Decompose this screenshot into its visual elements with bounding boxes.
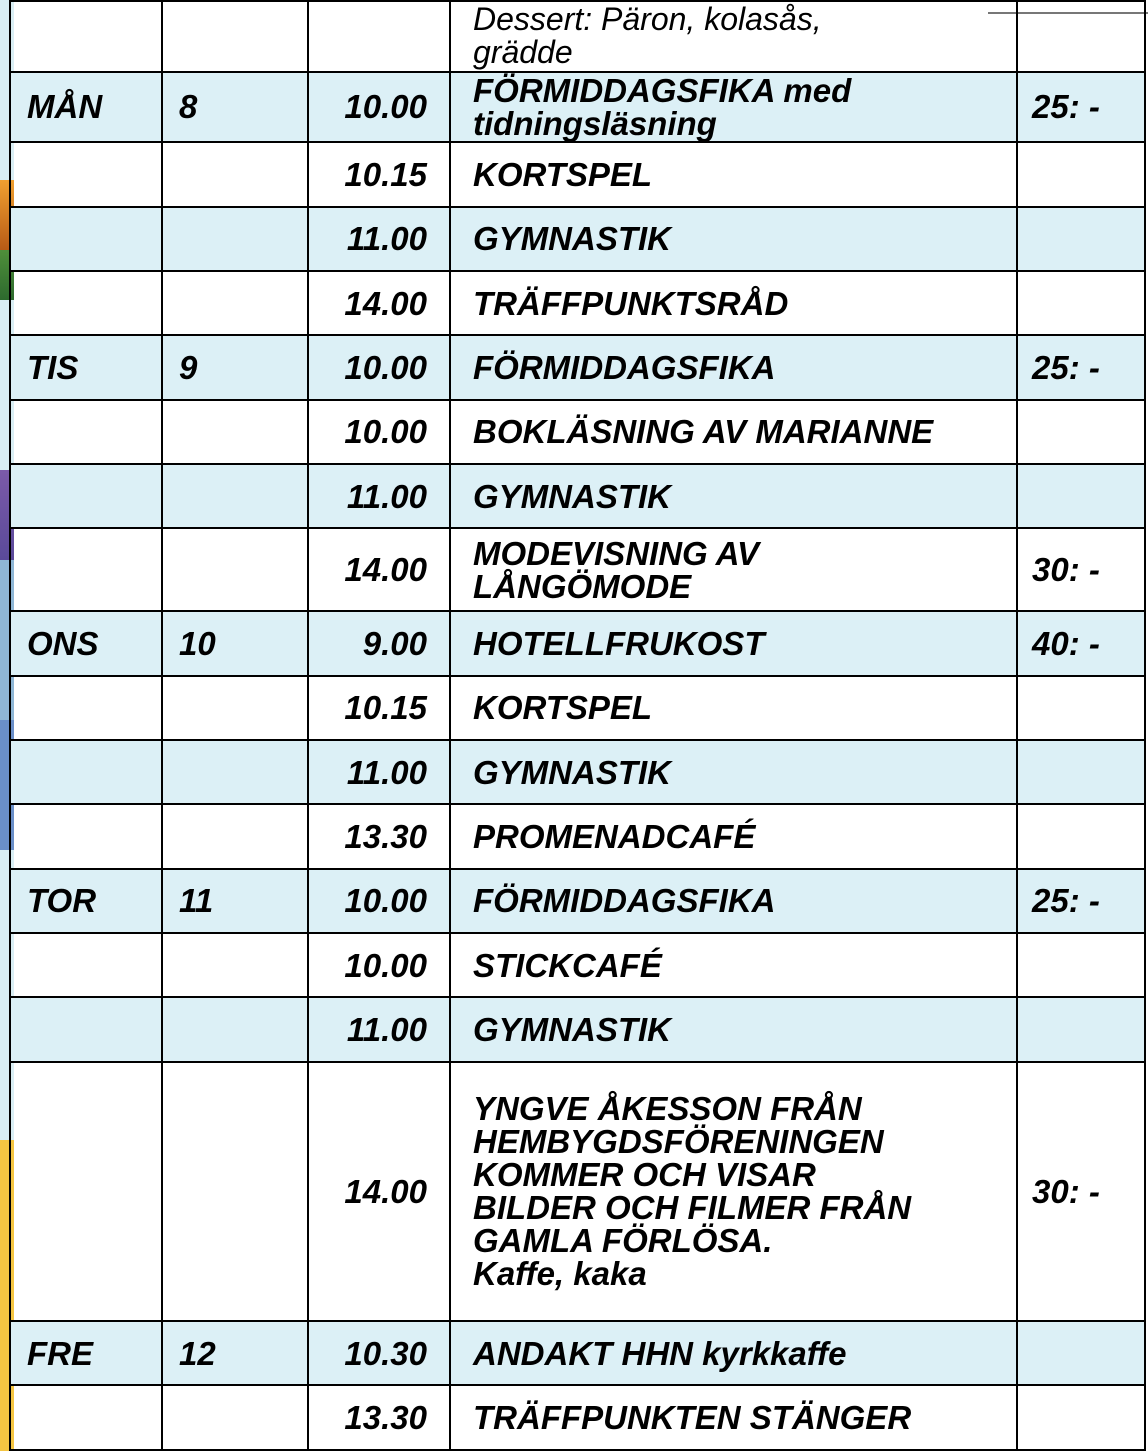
time-cell: 10.00 bbox=[308, 72, 450, 143]
time-cell: 10.00 bbox=[308, 400, 450, 464]
price-cell bbox=[1017, 997, 1145, 1061]
date-cell bbox=[162, 1385, 308, 1450]
day-cell bbox=[10, 1062, 162, 1321]
price-cell: 30: - bbox=[1017, 1062, 1145, 1321]
activity-cell: KORTSPEL bbox=[450, 142, 1017, 206]
price-cell bbox=[1017, 207, 1145, 271]
activity-cell: HOTELLFRUKOST bbox=[450, 611, 1017, 675]
date-cell bbox=[162, 933, 308, 997]
price-cell: 25: - bbox=[1017, 335, 1145, 399]
day-cell: FRE bbox=[10, 1321, 162, 1385]
date-cell bbox=[162, 142, 308, 206]
weekly-activity-schedule bbox=[9, 0, 1146, 1451]
price-cell bbox=[1017, 1385, 1145, 1450]
schedule-row bbox=[10, 72, 1145, 143]
schedule-row bbox=[10, 611, 1145, 675]
time-cell: 13.30 bbox=[308, 804, 450, 868]
activity-cell: GYMNASTIK bbox=[450, 464, 1017, 528]
date-cell bbox=[162, 740, 308, 804]
date-cell bbox=[162, 1062, 308, 1321]
day-cell bbox=[10, 142, 162, 206]
price-cell bbox=[1017, 142, 1145, 206]
date-cell bbox=[162, 997, 308, 1061]
price-cell bbox=[1017, 1321, 1145, 1385]
schedule-row bbox=[10, 271, 1145, 335]
price-cell: 25: - bbox=[1017, 72, 1145, 143]
time-cell: 11.00 bbox=[308, 207, 450, 271]
activity-cell: GYMNASTIK bbox=[450, 207, 1017, 271]
schedule-row bbox=[10, 1062, 1145, 1321]
day-cell bbox=[10, 207, 162, 271]
activity-cell: ANDAKT HHN kyrkkaffe bbox=[450, 1321, 1017, 1385]
price-cell: 30: - bbox=[1017, 528, 1145, 611]
schedule-row bbox=[10, 804, 1145, 868]
price-cell bbox=[1017, 804, 1145, 868]
time-cell: 11.00 bbox=[308, 464, 450, 528]
time-cell bbox=[308, 1, 450, 72]
day-cell bbox=[10, 464, 162, 528]
day-cell bbox=[10, 676, 162, 740]
activity-cell: FÖRMIDDAGSFIKA bbox=[450, 869, 1017, 933]
day-cell bbox=[10, 400, 162, 464]
time-cell: 11.00 bbox=[308, 740, 450, 804]
schedule-row bbox=[10, 464, 1145, 528]
schedule-row bbox=[10, 1, 1145, 72]
date-cell bbox=[162, 207, 308, 271]
schedule-row bbox=[10, 207, 1145, 271]
activity-cell: GYMNASTIK bbox=[450, 997, 1017, 1061]
day-cell bbox=[10, 271, 162, 335]
schedule-row bbox=[10, 528, 1145, 611]
day-cell bbox=[10, 1385, 162, 1450]
time-cell: 14.00 bbox=[308, 1062, 450, 1321]
schedule-row bbox=[10, 869, 1145, 933]
schedule-row bbox=[10, 997, 1145, 1061]
day-cell bbox=[10, 933, 162, 997]
activity-cell: STICKCAFÉ bbox=[450, 933, 1017, 997]
time-cell: 10.15 bbox=[308, 142, 450, 206]
date-cell bbox=[162, 1, 308, 72]
activity-cell: FÖRMIDDAGSFIKA med tidningsläsning bbox=[450, 72, 1017, 143]
day-cell bbox=[10, 740, 162, 804]
price-cell bbox=[1017, 740, 1145, 804]
activity-cell: FÖRMIDDAGSFIKA bbox=[450, 335, 1017, 399]
schedule-body bbox=[10, 1, 1145, 1450]
time-cell: 14.00 bbox=[308, 528, 450, 611]
price-cell bbox=[1017, 933, 1145, 997]
date-cell: 8 bbox=[162, 72, 308, 143]
schedule-row bbox=[10, 1385, 1145, 1450]
schedule-row bbox=[10, 335, 1145, 399]
schedule-row bbox=[10, 1321, 1145, 1385]
day-cell bbox=[10, 804, 162, 868]
date-cell bbox=[162, 464, 308, 528]
price-cell bbox=[1017, 464, 1145, 528]
day-cell bbox=[10, 1, 162, 72]
price-cell: 25: - bbox=[1017, 869, 1145, 933]
price-cell bbox=[1017, 1, 1145, 72]
activity-cell: KORTSPEL bbox=[450, 676, 1017, 740]
time-cell: 13.30 bbox=[308, 1385, 450, 1450]
activity-cell: TRÄFFPUNKTEN STÄNGER bbox=[450, 1385, 1017, 1450]
time-cell: 10.00 bbox=[308, 869, 450, 933]
time-cell: 10.15 bbox=[308, 676, 450, 740]
date-cell: 9 bbox=[162, 335, 308, 399]
day-cell: ONS bbox=[10, 611, 162, 675]
date-cell bbox=[162, 271, 308, 335]
price-cell: 40: - bbox=[1017, 611, 1145, 675]
day-cell: MÅN bbox=[10, 72, 162, 143]
date-cell: 12 bbox=[162, 1321, 308, 1385]
time-cell: 11.00 bbox=[308, 997, 450, 1061]
date-cell bbox=[162, 804, 308, 868]
date-cell: 10 bbox=[162, 611, 308, 675]
schedule-row bbox=[10, 676, 1145, 740]
price-cell bbox=[1017, 271, 1145, 335]
time-cell: 9.00 bbox=[308, 611, 450, 675]
schedule-row bbox=[10, 400, 1145, 464]
activity-cell: Dessert: Päron, kolasås, grädde bbox=[450, 1, 1017, 72]
date-cell bbox=[162, 400, 308, 464]
schedule-row bbox=[10, 142, 1145, 206]
schedule-row bbox=[10, 740, 1145, 804]
date-cell bbox=[162, 528, 308, 611]
time-cell: 10.30 bbox=[308, 1321, 450, 1385]
date-cell: 11 bbox=[162, 869, 308, 933]
schedule-row bbox=[10, 933, 1145, 997]
day-cell bbox=[10, 997, 162, 1061]
date-cell bbox=[162, 676, 308, 740]
day-cell: TIS bbox=[10, 335, 162, 399]
price-cell bbox=[1017, 676, 1145, 740]
time-cell: 10.00 bbox=[308, 933, 450, 997]
activity-cell: PROMENADCAFÉ bbox=[450, 804, 1017, 868]
activity-cell: MODEVISNING AV LÅNGÖMODE bbox=[450, 528, 1017, 611]
activity-cell: GYMNASTIK bbox=[450, 740, 1017, 804]
activity-cell: TRÄFFPUNKTSRÅD bbox=[450, 271, 1017, 335]
price-cell bbox=[1017, 400, 1145, 464]
activity-cell: YNGVE ÅKESSON FRÅN HEMBYGDSFÖRENINGEN KOMMER OCH VISAR BILDER OCH FILMER FRÅN GAMLA FÖRLÖSA. Kaffe, kaka bbox=[450, 1062, 1017, 1321]
day-cell bbox=[10, 528, 162, 611]
day-cell: TOR bbox=[10, 869, 162, 933]
time-cell: 14.00 bbox=[308, 271, 450, 335]
activity-cell: BOKLÄSNING AV MARIANNE bbox=[450, 400, 1017, 464]
time-cell: 10.00 bbox=[308, 335, 450, 399]
